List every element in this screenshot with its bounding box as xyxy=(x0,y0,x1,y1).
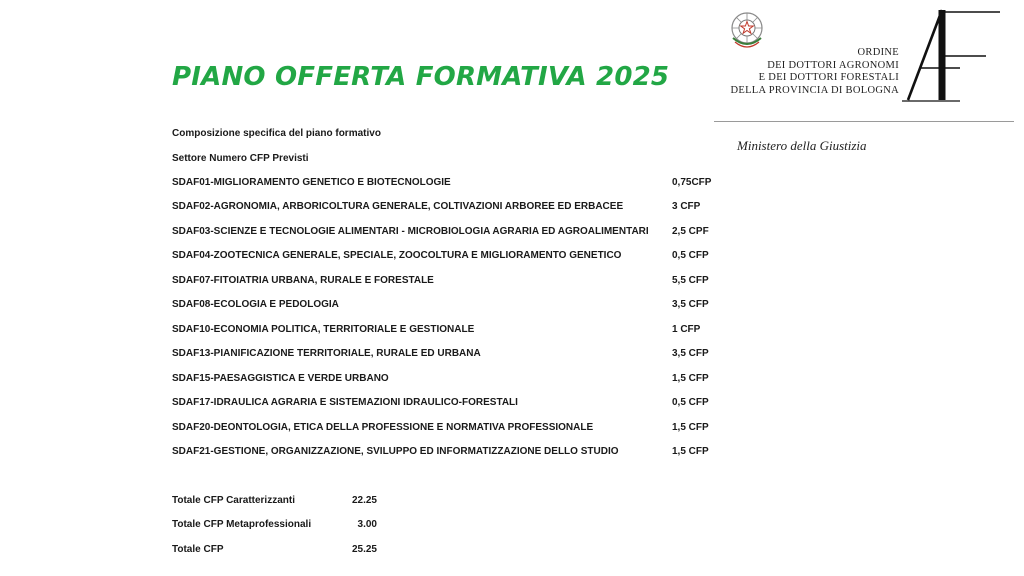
sector-cfp: 0,5 CFP xyxy=(672,250,709,261)
italian-republic-emblem-icon xyxy=(727,8,767,50)
table-row xyxy=(172,275,732,289)
sector-name: SDAF01-MIGLIORAMENTO GENETICO E BIOTECNOLOGIE xyxy=(172,177,451,188)
columns-label: Settore Numero CFP Previsti xyxy=(172,153,309,164)
sector-name: SDAF07-FITOIATRIA URBANA, RURALE E FORESTALE xyxy=(172,275,434,286)
table-row xyxy=(172,226,732,240)
sector-cfp: 3,5 CFP xyxy=(672,299,709,310)
ministry-label: Ministero della Giustizia xyxy=(737,138,867,153)
af-logo xyxy=(900,6,1010,106)
sector-cfp: 1,5 CFP xyxy=(672,422,709,433)
sector-cfp: 3 CFP xyxy=(672,201,701,212)
table-row xyxy=(172,373,732,387)
sector-cfp: 1 CFP xyxy=(672,324,701,335)
order-line: ORDINE xyxy=(857,47,899,58)
sector-cfp: 3,5 CFP xyxy=(672,348,709,359)
sector-cfp: 0,5 CFP xyxy=(672,397,709,408)
table-row xyxy=(172,177,732,191)
sector-cfp: 2,5 CPF xyxy=(672,226,709,237)
table-row xyxy=(172,348,732,362)
sector-name: SDAF02-AGRONOMIA, ARBORICOLTURA GENERALE, COLTIVAZIONI ARBOREE ED ERBACEE xyxy=(172,201,624,212)
sector-name: SDAF10-ECONOMIA POLITICA, TERRITORIALE E GESTIONALE xyxy=(172,324,475,335)
table-row xyxy=(172,299,732,313)
total-value: 22.25 xyxy=(351,495,377,506)
total-label: Totale CFP Metaprofessionali xyxy=(172,519,312,530)
sector-name: SDAF13-PIANIFICAZIONE TERRITORIALE, RURALE ED URBANA xyxy=(172,348,481,359)
sector-name: SDAF08-ECOLOGIA E PEDOLOGIA xyxy=(172,299,339,310)
table-row xyxy=(172,201,732,215)
total-row-caratterizzanti xyxy=(172,495,392,509)
table-row xyxy=(172,324,732,338)
sector-cfp: 0,75CFP xyxy=(672,177,712,188)
total-row-cfp xyxy=(172,544,392,558)
table-row xyxy=(172,446,732,460)
sector-cfp: 1,5 CFP xyxy=(672,446,709,457)
total-value: 3.00 xyxy=(357,519,377,530)
order-line: DELLA PROVINCIA DI BOLOGNA xyxy=(730,84,899,96)
table-row xyxy=(172,250,732,264)
header-divider xyxy=(714,121,1014,122)
sector-name: SDAF03-SCIENZE E TECNOLOGIE ALIMENTARI - MICROBIOLOGIA AGRARIA ED AGROALIMENTARI xyxy=(172,226,649,237)
order-line: DEI DOTTORI AGRONOMI xyxy=(767,59,899,71)
sector-name: SDAF20-DEONTOLOGIA, ETICA DELLA PROFESSIONE E NORMATIVA PROFESSIONALE xyxy=(172,422,594,433)
sector-name: SDAF15-PAESAGGISTICA E VERDE URBANO xyxy=(172,373,389,384)
order-line: E DEI DOTTORI FORESTALI xyxy=(758,72,899,83)
table-row xyxy=(172,397,732,411)
sector-name: SDAF04-ZOOTECNICA GENERALE, SPECIALE, ZOOCOLTURA E MIGLIORAMENTO GENETICO xyxy=(172,250,622,261)
sector-name: SDAF21-GESTIONE, ORGANIZZAZIONE, SVILUPPO ED INFORMATIZZAZIONE DELLO STUDIO xyxy=(172,446,619,457)
table-row xyxy=(172,422,732,436)
total-row-metaprofessionali xyxy=(172,519,392,533)
total-value: 25.25 xyxy=(351,544,377,555)
sector-cfp: 1,5 CFP xyxy=(672,373,709,384)
total-label: Totale CFP Caratterizzanti xyxy=(172,495,295,506)
order-name-block xyxy=(730,47,899,97)
page-title: PIANO OFFERTA FORMATIVA 2025 xyxy=(172,62,670,92)
total-label: Totale CFP xyxy=(172,544,224,555)
composition-label: Composizione specifica del piano formativo xyxy=(172,128,381,139)
sector-cfp: 5,5 CFP xyxy=(672,275,709,286)
sector-name: SDAF17-IDRAULICA AGRARIA E SISTEMAZIONI IDRAULICO-FORESTALI xyxy=(172,397,518,408)
